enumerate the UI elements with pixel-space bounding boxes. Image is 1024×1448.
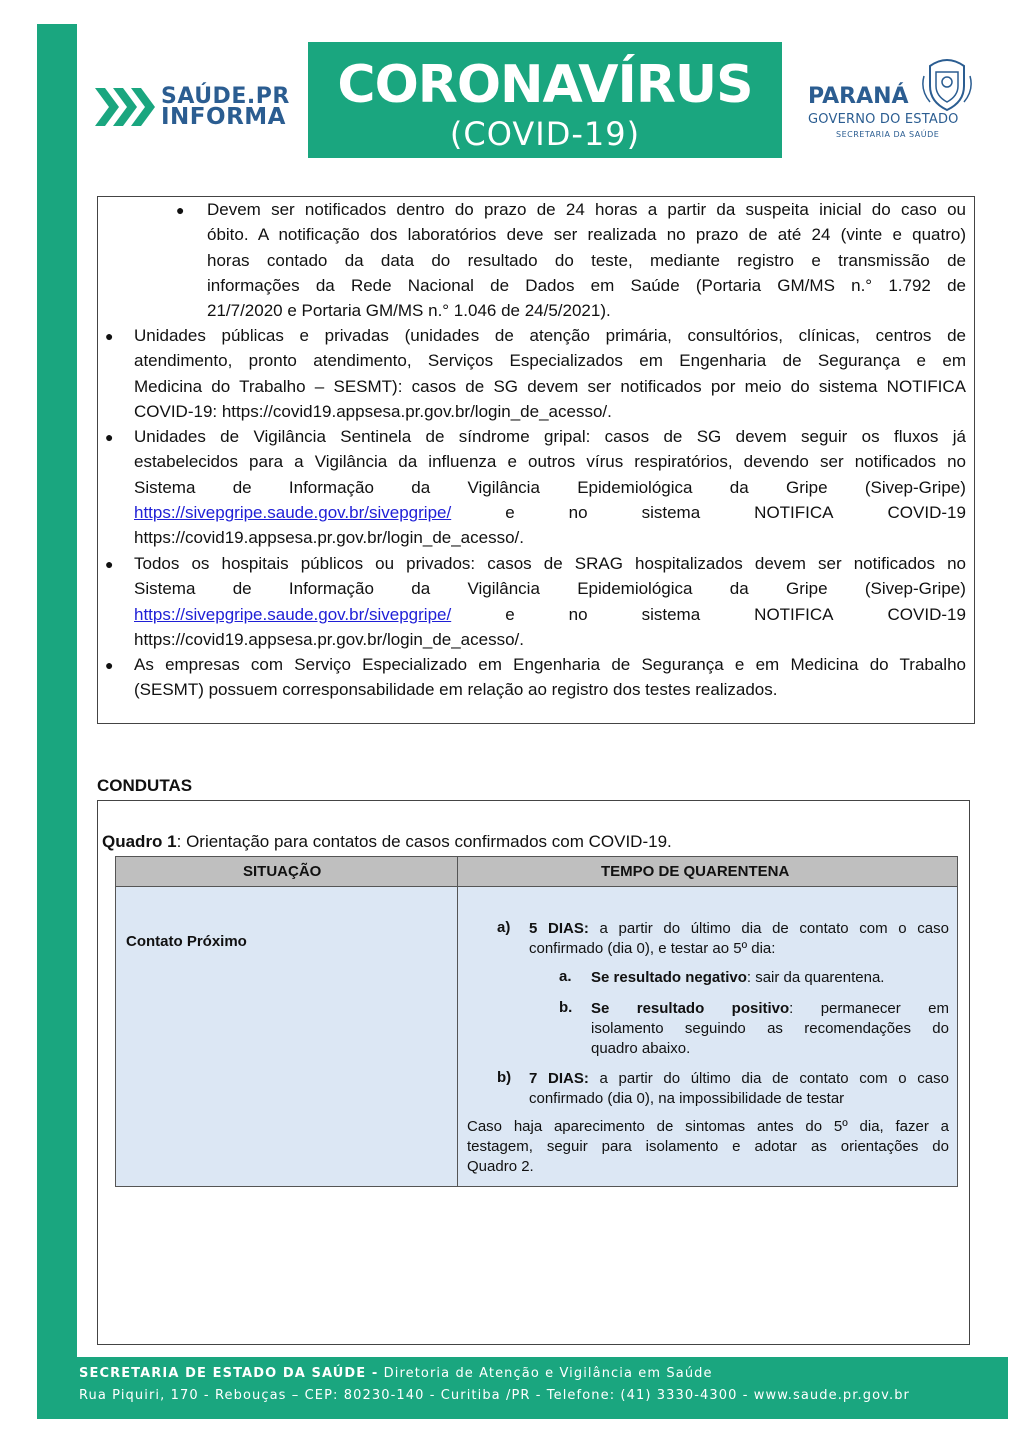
bullet-icon: ● (105, 657, 114, 673)
item2-line1: Unidades públicas e privadas (unidades de atenção primária, consultórios, clínicas, centros de (134, 326, 966, 345)
item4-line3 (134, 602, 966, 627)
banner-subtitle: (COVID-19) (449, 115, 641, 153)
bullet-icon: ● (105, 328, 114, 344)
word: no (568, 502, 588, 522)
item-b-line1 (529, 1069, 949, 1089)
footer-line1 (79, 1363, 1008, 1385)
bullet-icon: ● (105, 429, 114, 445)
word: da (729, 477, 749, 497)
word: (Sivep-Gripe) (864, 579, 966, 599)
item-b-text (529, 1069, 949, 1109)
chevrons-icon (95, 84, 157, 130)
row-label: Contato Próximo (126, 933, 247, 950)
word: da (411, 477, 431, 497)
item-a-text (529, 919, 949, 959)
word: Informação (288, 579, 374, 599)
logo-left-line2: INFORMA (161, 104, 286, 130)
item3-line3 (134, 475, 966, 500)
note-line2: testagem, seguir para isolamento e adotar as orientações do (467, 1138, 949, 1155)
item2-line4: COVID-19: https://covid19.appsesa.pr.gov.br/login_de_acesso/. (134, 401, 612, 421)
footer (37, 1357, 1008, 1419)
item-ab-line3: quadro abaixo. (591, 1040, 691, 1057)
word: Sistema (134, 579, 196, 599)
item1-line3-text: horas contado da data do resultado do teste, mediante registro e transmissão de (207, 250, 966, 270)
marker-b: b) (497, 1069, 512, 1086)
logo-left-line1: SAÚDE.PR (161, 84, 290, 109)
word: COVID-19 (887, 502, 966, 522)
item2-line2: atendimento, pronto atendimento, Serviços Especializados em Engenharia de Segurança e em (134, 351, 966, 371)
item-aa-rest: : sair da quarentena. (746, 969, 885, 986)
quadro-label: Quadro 1 (102, 832, 177, 851)
item3-text (134, 424, 966, 550)
item4-line2 (134, 576, 966, 601)
item5-line2: (SESMT) possuem corresponsabilidade em relação ao registro dos testes realizados. (134, 680, 778, 700)
footer-line1-rest: Diretoria de Atenção e Vigilância em Saúde (378, 1366, 713, 1381)
item5-line1: As empresas com Serviço Especializado em Engenharia de Segurança e em Medicina do Trabalho (134, 655, 966, 674)
word: sistema (641, 604, 701, 624)
word: e (505, 502, 515, 522)
footer-line2: Rua Piquiri, 170 - Rebouças – CEP: 80230-140 - Curitiba /PR - Telefone: (41) 3330-4300 - www.saude.pr.gov.br (79, 1388, 910, 1403)
word: COVID-19 (887, 604, 966, 624)
parana-government-logo (806, 56, 981, 146)
word: Gripe (785, 579, 828, 599)
note-line3: Quadro 2. (467, 1158, 534, 1175)
col-situacao: SITUAÇÃO (243, 863, 322, 880)
sivep-gripe-link[interactable]: https://sivepgripe.saude.gov.br/sivepgripe/ (134, 502, 452, 522)
item1-line1 (207, 197, 966, 222)
item5-text (134, 652, 966, 703)
item-b-bold: 7 DIAS: (529, 1070, 589, 1087)
table-header (115, 856, 958, 887)
marker-aa: a. (559, 968, 572, 985)
word: da (729, 579, 749, 599)
word: NOTIFICA (754, 604, 834, 624)
bullet-icon: ● (105, 556, 114, 572)
section-title: CONDUTAS (97, 776, 193, 795)
item4-line1: Todos os hospitais públicos ou privados: casos de SRAG hospitalizados devem ser notificados no (134, 554, 966, 573)
item-ab-bold: Se resultado positivo (591, 1000, 790, 1017)
logo-right-line3: SECRETARIA DA SAÚDE (836, 130, 940, 139)
word: de (232, 477, 252, 497)
left-green-bar (37, 24, 77, 1419)
word: Vigilância (467, 477, 540, 497)
item-a-line2: confirmado (dia 0), e testar ao 5º dia: (529, 940, 776, 957)
quadro-caption-text: : Orientação para contatos de casos confirmados com COVID-19. (176, 832, 672, 851)
table-divider (457, 856, 458, 1187)
word: sistema (641, 502, 701, 522)
item-a-line1 (529, 919, 949, 939)
sivep-gripe-link[interactable]: https://sivepgripe.saude.gov.br/sivepgripe/ (134, 604, 452, 624)
word: e (505, 604, 515, 624)
word: Sistema (134, 477, 196, 497)
item3-line5: https://covid19.appsesa.pr.gov.br/login_de_acesso/. (134, 528, 524, 548)
item4-line4: https://covid19.appsesa.pr.gov.br/login_de_acesso/. (134, 629, 524, 649)
word: NOTIFICA (754, 502, 834, 522)
coronavirus-banner (308, 42, 782, 158)
word: no (568, 604, 588, 624)
item-aa-text (591, 968, 949, 988)
item-ab-l1: : permanecer em (789, 1000, 949, 1017)
item4-text (134, 551, 966, 652)
item3-line4 (134, 500, 966, 525)
word: de (232, 579, 252, 599)
word: Vigilância (467, 579, 540, 599)
item-ab-text (591, 999, 949, 1059)
item1-line4-text: informações da Rede Nacional de Dados em Saúde (Portaria GM/MS n.° 1.792 de (207, 275, 966, 295)
word: da (411, 579, 431, 599)
item-a-l1: a partir do último dia de contato com o caso (588, 920, 949, 937)
marker-ab: b. (559, 999, 573, 1016)
item1-line3 (207, 248, 966, 273)
item1-text (207, 197, 966, 323)
note-text (467, 1117, 949, 1177)
item1-line2 (207, 222, 966, 247)
item1-line4 (207, 273, 966, 298)
item1-line5: 21/7/2020 e Portaria GM/MS n.° 1.046 de 24/5/2021). (207, 301, 611, 321)
item1-line1-text: Devem ser notificados dentro do prazo de 24 horas a partir da suspeita inicial do caso ou (207, 200, 966, 219)
word: Gripe (785, 477, 828, 497)
note-line1: Caso haja aparecimento de sintomas antes do 5º dia, fazer a (467, 1118, 949, 1135)
item2-text (134, 323, 966, 424)
item-aa-bold: Se resultado negativo (591, 969, 747, 986)
banner-title: CORONAVÍRUS (337, 55, 753, 115)
item3-line2: estabelecidos para a Vigilância da influenza e outros vírus respiratórios, devendo ser notificados no (134, 452, 966, 472)
item-b-l1: a partir do último dia de contato com o caso (588, 1070, 949, 1087)
item-ab-line2: isolamento seguindo as recomendações do (591, 1020, 949, 1037)
word: Epidemiológica (577, 579, 693, 599)
col-tempo-quarentena: TEMPO DE QUARENTENA (601, 863, 790, 880)
item-a-bold: 5 DIAS: (529, 920, 589, 937)
bullet-icon: ● (176, 202, 185, 218)
saude-pr-informa-logo (95, 84, 295, 134)
state-crest-icon (920, 56, 974, 112)
logo-right-line1: PARANÁ (808, 84, 909, 109)
logo-right-line2: GOVERNO DO ESTADO (808, 112, 959, 127)
item2-line3: Medicina do Trabalho – SESMT): casos de SG devem ser notificados por meio do sistema NOTIFICA (134, 376, 966, 396)
item-ab-line1 (591, 999, 949, 1019)
word: (Sivep-Gripe) (864, 477, 966, 497)
word: Informação (288, 477, 374, 497)
footer-line1-bold: SECRETARIA DE ESTADO DA SAÚDE - (79, 1366, 379, 1381)
item1-line2-text: óbito. A notificação dos laboratórios deve ser realizada no prazo de até 24 (vinte e quatro) (207, 225, 966, 245)
marker-a: a) (497, 919, 511, 936)
item-b-line2: confirmado (dia 0), na impossibilidade de testar (529, 1090, 845, 1107)
quadro-caption (102, 832, 672, 852)
word: Epidemiológica (577, 477, 693, 497)
item3-line1: Unidades de Vigilância Sentinela de síndrome gripal: casos de SG devem seguir os fluxos já (134, 427, 966, 446)
